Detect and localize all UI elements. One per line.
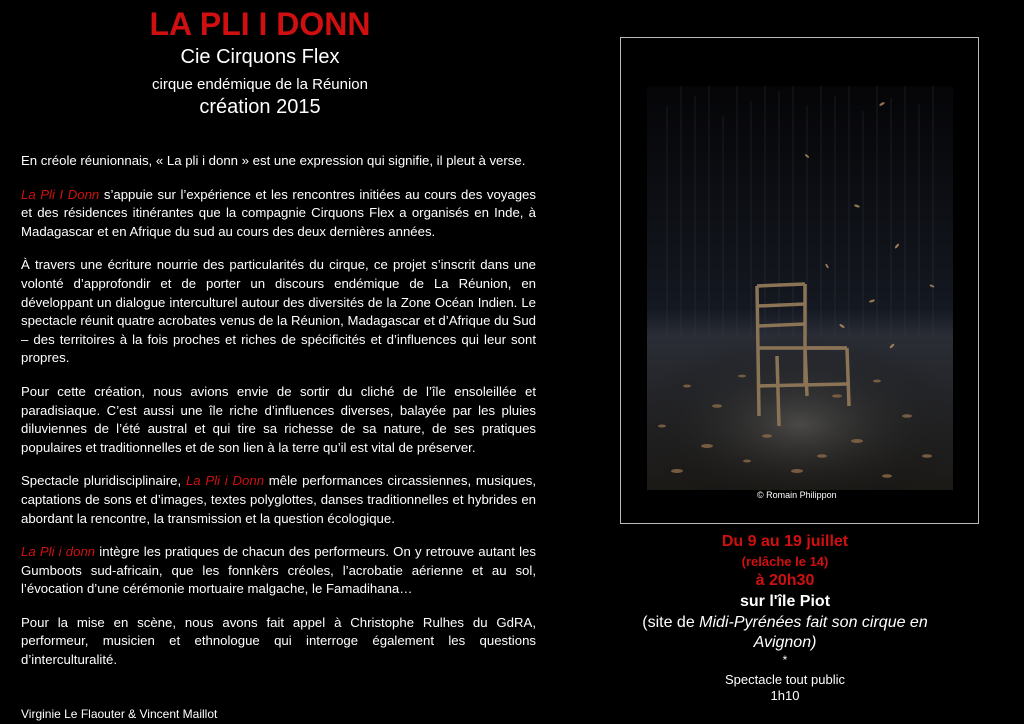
venue: sur l'île Piot bbox=[739, 593, 831, 610]
photo-illustration bbox=[647, 86, 953, 490]
page-title: LA PLI I DONN bbox=[149, 6, 371, 42]
paragraph-2 bbox=[21, 186, 536, 242]
show-title-inline: La Pli i donn bbox=[21, 544, 96, 560]
paragraph-4: Pour cette création, nous avions envie de sortir du cliché de l’île ensoleillée et paradisiaque. C’est aussi une île riche d’influences diverses, balayée par les pluies diluviennes de l’été austral et qui tire sa richesse de sa nature, de ses pratiques populaires et traditionnelles et de son lien à la terre qu’il est vital de préserver. bbox=[21, 383, 536, 455]
venue-detail bbox=[620, 613, 950, 653]
paragraph-5 bbox=[21, 472, 536, 528]
paragraph-6 bbox=[21, 543, 536, 599]
photo-credit: © Romain Philippon bbox=[757, 490, 837, 500]
subtitle: cirque endémique de la Réunion bbox=[152, 76, 368, 93]
separator-star: * bbox=[782, 653, 788, 667]
show-title-inline: La Pli I Donn bbox=[21, 186, 100, 202]
paragraph-6-text: intègre les pratiques de chacun des performeurs. On y retrouve autant les Gumboots sud-africain, que les fonnkèrs créoles, l’acrobatie aérienne et au sol, l’évocation d’une cérémonie mortuaire malgache, le Famadihana… bbox=[21, 544, 536, 597]
paragraph-2-text: s’appuie sur l’expérience et les rencontres initiées au cours des voyages et des résidences itinérantes que la compagnie Cirquons Flex a organisés en Inde, à Madagascar et en Afrique du sud au cours des deux dernières années. bbox=[21, 186, 536, 239]
paragraph-5-start: Spectacle pluridisciplinaire, bbox=[21, 473, 186, 489]
description-body bbox=[21, 152, 536, 685]
company-name: Cie Cirquons Flex bbox=[180, 46, 340, 68]
venue-detail-italic: Midi-Pyrénées fait son cirque en Avignon) bbox=[699, 614, 928, 651]
audience: Spectacle tout public bbox=[725, 672, 845, 687]
show-dates: Du 9 au 19 juillet bbox=[721, 533, 849, 550]
paragraph-3: À travers une écriture nourrie des particularités du cirque, ce projet s’inscrit dans une volonté d’approfondir et de porter un discours endémique de La Réunion, en développant un dialogue interculturel autour des diversités de la Zone Océan Indien. Le spectacle réunit quatre acrobates venus de la Réunion, Madagascar et d’Afrique du Sud – des territoires à la fois proches et riches de spécificités et d’influences qui leur sont propres. bbox=[21, 257, 536, 366]
show-title-inline: La Pli i Donn bbox=[185, 473, 265, 489]
venue-detail-open: (site de bbox=[642, 614, 700, 631]
paragraph-1: En créole réunionnais, « La pli i donn » est une expression qui signifie, il pleut à verse. bbox=[21, 153, 526, 168]
paragraph-7: Pour la mise en scène, nous avons fait appel à Christophe Rulhes du GdRA, performeur, musicien et ethnologue qui interroge également les questions d’interculturalité. bbox=[21, 614, 536, 668]
duration: 1h10 bbox=[770, 688, 800, 703]
rest-day: (relâche le 14) bbox=[741, 554, 829, 569]
chair-in-rain-photo bbox=[647, 86, 953, 490]
creation-year: création 2015 bbox=[199, 96, 321, 118]
paragraph-5-text: mêle performances circassiennes, musiques, captations de sons et d’images, textes polyglottes, danses traditionnelles et hybrides en abordant la rencontre, la transmission et la question écologique. bbox=[21, 473, 536, 526]
authors: Virginie Le Flaouter & Vincent Maillot bbox=[21, 707, 218, 721]
show-time: à 20h30 bbox=[755, 572, 815, 589]
